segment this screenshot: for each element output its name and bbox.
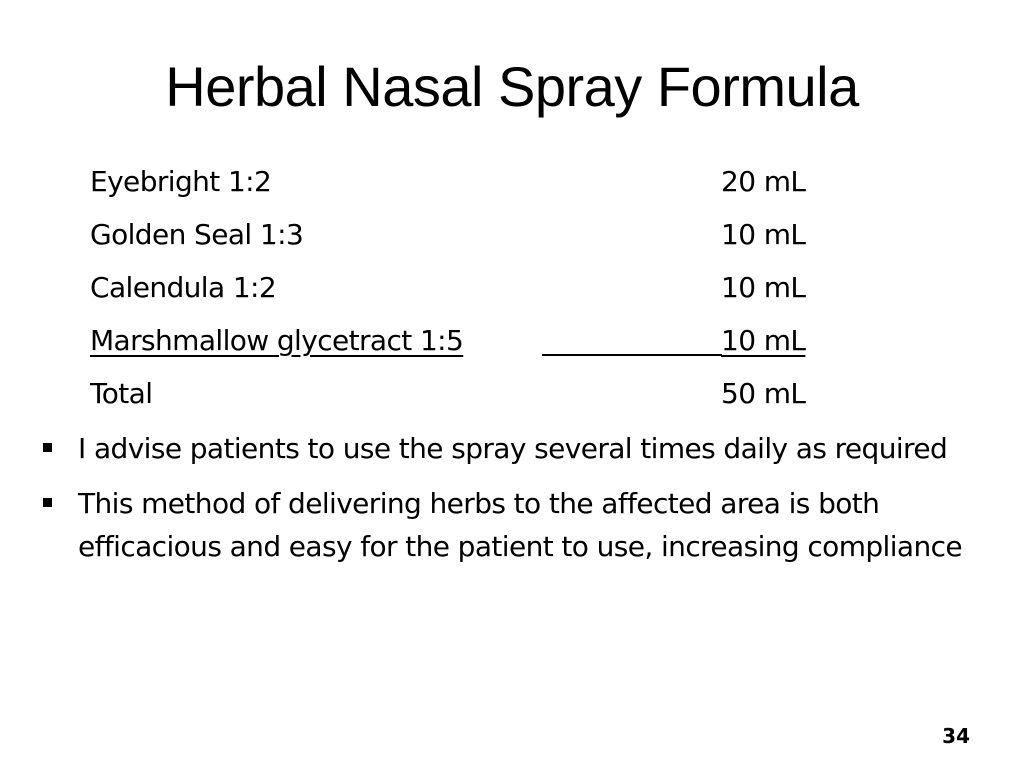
square-bullet-icon <box>43 498 52 507</box>
herb-amount: 20 mL <box>721 165 806 198</box>
herb-amount: 10 mL <box>721 271 806 304</box>
herb-name: Calendula 1:2 <box>90 271 277 304</box>
formula-row-total <box>90 373 823 426</box>
square-bullet-icon <box>43 443 52 452</box>
bullet-list <box>38 427 998 580</box>
herb-name: Eyebright 1:2 <box>90 165 272 198</box>
herb-name: Marshmallow glycetract 1:5 <box>90 324 464 357</box>
slide-title: Herbal Nasal Spray Formula <box>165 55 859 118</box>
formula-row-eyebright <box>90 161 823 214</box>
bullet-item-usage <box>38 427 998 470</box>
formula-row-golden-seal <box>90 214 823 267</box>
herb-name: Golden Seal 1:3 <box>90 218 304 251</box>
underline-divider <box>542 354 722 356</box>
formula-row-calendula <box>90 267 823 320</box>
total-amount: 50 mL <box>721 377 806 410</box>
page-number: 34 <box>942 724 970 748</box>
formula-table <box>90 161 823 426</box>
herb-amount: 10 mL <box>721 218 806 251</box>
bullet-text: I advise patients to use the spray several times daily as required <box>78 432 948 465</box>
total-label: Total <box>90 377 153 410</box>
bullet-item-method <box>38 482 998 568</box>
formula-row-marshmallow <box>90 320 823 373</box>
bullet-text: This method of delivering herbs to the affected area is both efficacious and easy for the patient to use, increasing compliance <box>78 487 963 563</box>
herb-amount: 10 mL <box>721 324 806 357</box>
